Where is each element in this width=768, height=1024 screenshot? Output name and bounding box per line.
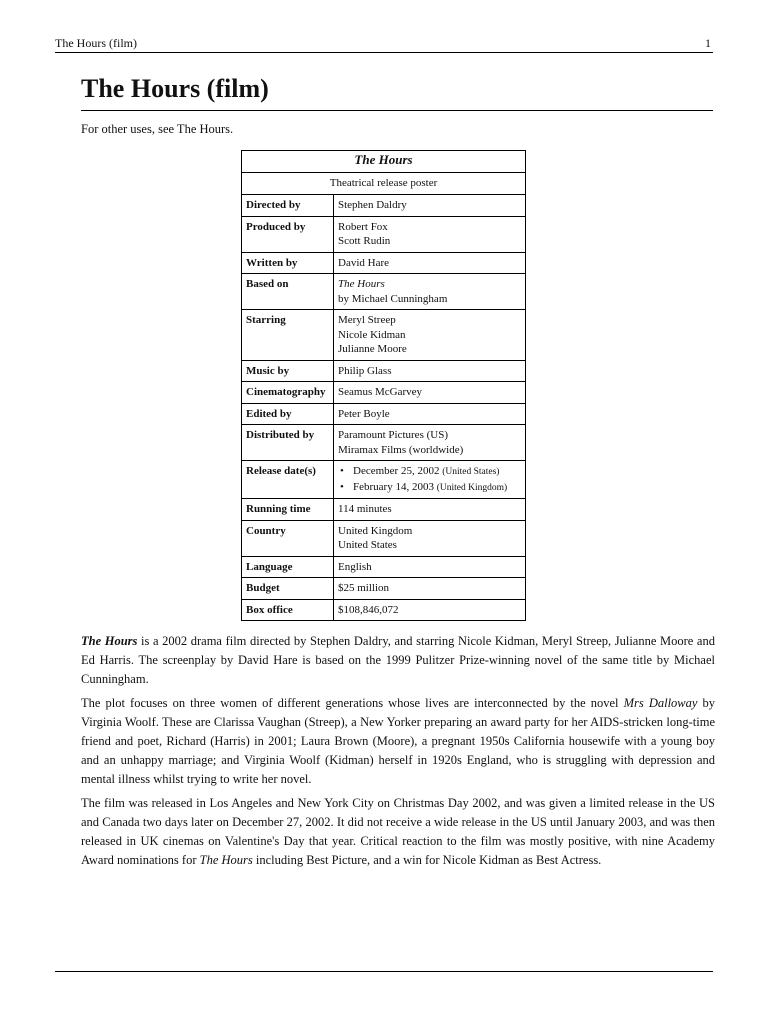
paragraph-intro bbox=[81, 632, 715, 688]
infobox-value bbox=[334, 403, 526, 425]
distributor-name: Paramount Pictures (US) bbox=[338, 429, 448, 441]
release-date-item bbox=[338, 464, 521, 480]
infobox-label: Written by bbox=[242, 252, 334, 274]
infobox-value bbox=[334, 310, 526, 361]
paragraph-text: is a 2002 drama film directed by Stephen Daldry, and starring Nicole Kidman, Meryl Streep, Julianne Moore and Ed Harris. The screenplay by David Hare is based on the 1999 Pulitzer Prize-winning novel of the same title by Michael Cunningham. bbox=[81, 634, 715, 686]
infobox-label: Music by bbox=[242, 360, 334, 382]
infobox-value bbox=[334, 216, 526, 252]
infobox-label: Running time bbox=[242, 499, 334, 521]
cast-member: Nicole Kidman bbox=[338, 328, 406, 341]
infobox-title: The Hours bbox=[242, 151, 526, 173]
infobox-label: Directed by bbox=[242, 195, 334, 217]
article-body bbox=[81, 632, 715, 876]
country-name: United States bbox=[338, 539, 397, 551]
infobox-row-music-by bbox=[242, 360, 526, 382]
infobox-row-budget bbox=[242, 578, 526, 600]
release-region: (United States) bbox=[442, 467, 500, 477]
release-date-list bbox=[338, 464, 521, 495]
paragraph-release bbox=[81, 794, 715, 869]
infobox-row-distributed-by bbox=[242, 425, 526, 461]
infobox-row-country bbox=[242, 520, 526, 556]
infobox-label: Box office bbox=[242, 599, 334, 621]
country-name: United Kingdom bbox=[338, 524, 413, 537]
infobox-row-cinematography bbox=[242, 382, 526, 404]
infobox-row-language bbox=[242, 556, 526, 578]
infobox-row-box-office bbox=[242, 599, 526, 621]
editor-name: Peter Boyle bbox=[338, 407, 390, 420]
paragraph-text: The plot focuses on three women of different generations whose lives are interconnected by the novel bbox=[81, 696, 624, 711]
infobox-row-edited-by bbox=[242, 403, 526, 425]
running-header-title: The Hours (film) bbox=[55, 36, 137, 50]
paragraph-plot bbox=[81, 694, 715, 788]
cast-member: Meryl Streep bbox=[338, 314, 396, 326]
director-name: Stephen Daldry bbox=[338, 199, 407, 211]
infobox-value bbox=[334, 195, 526, 217]
budget-value: $25 million bbox=[338, 582, 390, 594]
infobox-row-written-by bbox=[242, 252, 526, 274]
infobox-label: Language bbox=[242, 556, 334, 578]
infobox-value bbox=[334, 382, 526, 404]
infobox-value bbox=[334, 461, 526, 499]
infobox-value bbox=[334, 499, 526, 521]
page-title: The Hours (film) bbox=[81, 72, 713, 111]
release-date: February 14, 2003 bbox=[353, 480, 434, 493]
infobox-row-running-time bbox=[242, 499, 526, 521]
film-title-emphasis: The Hours bbox=[199, 852, 253, 867]
release-region: (United Kingdom) bbox=[436, 482, 508, 493]
cinematographer-name: Seamus McGarvey bbox=[338, 386, 423, 398]
infobox-row-directed-by bbox=[242, 195, 526, 217]
novel-title-emphasis: Mrs Dalloway bbox=[623, 696, 698, 711]
infobox-label: Distributed by bbox=[242, 425, 334, 461]
infobox-label: Budget bbox=[242, 578, 334, 600]
running-header bbox=[55, 36, 713, 53]
language-value: English bbox=[338, 560, 372, 573]
writer-name: David Hare bbox=[338, 256, 390, 269]
cast-member: Julianne Moore bbox=[338, 343, 407, 355]
infobox-row-produced-by bbox=[242, 216, 526, 252]
infobox-label: Based on bbox=[242, 274, 334, 310]
infobox-row-based-on bbox=[242, 274, 526, 310]
infobox-value bbox=[334, 556, 526, 578]
film-title-emphasis: The Hours bbox=[81, 634, 138, 648]
infobox-label: Produced by bbox=[242, 216, 334, 252]
distributor-name: Miramax Films (worldwide) bbox=[338, 443, 464, 456]
footer-rule bbox=[55, 971, 713, 972]
paragraph-text: The film was released in Los Angeles and New York City on Christmas Day 2002, and was given a limited release in the US and Canada two days later on December 27, 2002. It did not receive a wide release in the US until January 2003, and was then released in UK cinemas on Valentine's Day that year. Critical reaction to the film was mostly positive, with nine Academy Award nominations for bbox=[81, 796, 715, 867]
paragraph-text: including Best Picture, and a win for Nicole Kidman as Best Actress. bbox=[252, 852, 602, 867]
source-novel-title: The Hours bbox=[338, 278, 385, 290]
paragraph-text: by Virginia Woolf. These are Clarissa Vaughan (Streep), a New Yorker preparing an award party for her AIDS-stricken long-time friend and poet, Richard (Harris) in 2001; Laura Brown (Moore), a pregnant 1950s California housewife with a young boy and an unhappy marriage; and Virginia Woolf (Kidman) herself in 1920s England, who is struggling with depression and mental illness whilst trying to write her novel. bbox=[81, 696, 716, 786]
infobox-value bbox=[334, 252, 526, 274]
page-number: 1 bbox=[705, 36, 711, 50]
infobox-value bbox=[334, 360, 526, 382]
release-date: December 25, 2002 bbox=[353, 465, 440, 477]
infobox-value bbox=[334, 520, 526, 556]
infobox-label: Edited by bbox=[242, 403, 334, 425]
infobox-label: Country bbox=[242, 520, 334, 556]
infobox-value bbox=[334, 274, 526, 310]
infobox-label: Cinematography bbox=[242, 382, 334, 404]
infobox-label: Starring bbox=[242, 310, 334, 361]
composer-name: Philip Glass bbox=[338, 364, 392, 377]
infobox bbox=[241, 150, 526, 621]
infobox-row-starring bbox=[242, 310, 526, 361]
infobox-value bbox=[334, 425, 526, 461]
running-time-value: 114 minutes bbox=[338, 503, 392, 515]
infobox-row-release-dates bbox=[242, 461, 526, 499]
producer-name: Robert Fox bbox=[338, 220, 388, 233]
infobox-caption: Theatrical release poster bbox=[242, 173, 526, 195]
infobox-label: Release date(s) bbox=[242, 461, 334, 499]
infobox-value bbox=[334, 599, 526, 621]
box-office-value: $108,846,072 bbox=[338, 603, 399, 616]
producer-name: Scott Rudin bbox=[338, 235, 391, 247]
hatnote: For other uses, see The Hours. bbox=[81, 122, 234, 136]
source-novel-author: by Michael Cunningham bbox=[338, 292, 448, 305]
release-date-item bbox=[338, 480, 521, 496]
infobox-value bbox=[334, 578, 526, 600]
